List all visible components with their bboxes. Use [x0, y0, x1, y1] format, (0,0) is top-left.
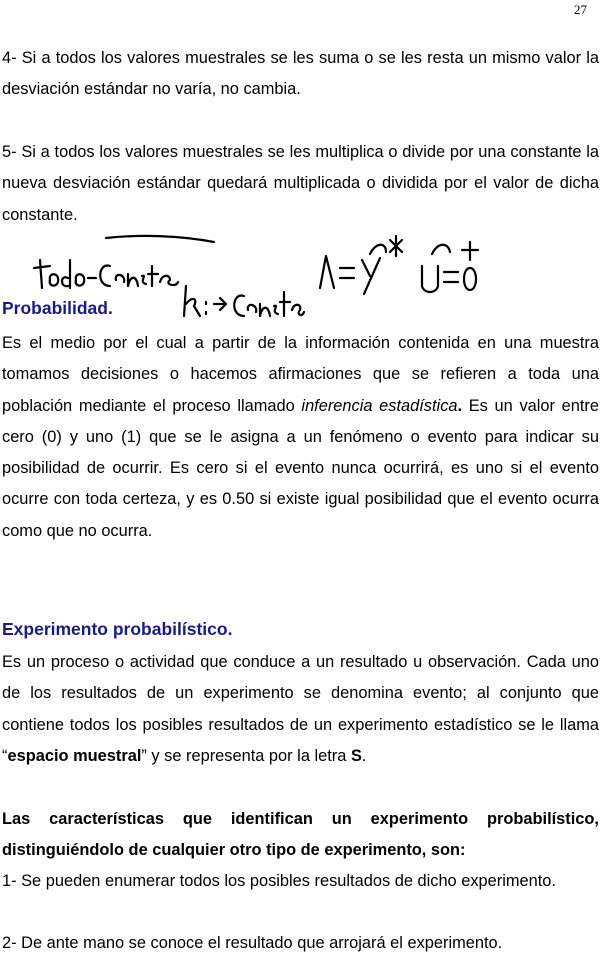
- experimento-text-3: .: [361, 746, 367, 765]
- heading-probabilidad: Probabilidad.: [2, 298, 113, 318]
- heading-caracteristicas: Las características que identifican un experimento probabilístico, distinguiéndolo de cualquier otro tipo de experimento, son:: [2, 810, 599, 860]
- list-item-1: 1- Se pueden enumerar todos los posibles resultados de dicho experimento.: [2, 872, 556, 890]
- experimento-text-1: Es un proceso o actividad que conduce a un resultado u observación. Cada uno de los resultados de un experimento se denomina evento; al conjunto que contiene todos los posibles resultados de un experimento estadístico se le llama “: [2, 653, 599, 765]
- handwritten-underline: [102, 230, 222, 250]
- paragraph-property-5: 5- Si a todos los valores muestrales se les multiplica o divide por una constante la nueva desviación estándar quedará multiplicada o dividida por el valor de dicha constante.: [2, 143, 599, 224]
- probabilidad-text-2: Es un valor entre cero (0) y uno (1) que se le asigna a un fenómeno o evento para indicar su posibilidad de ocurrir. Es cero si el evento nunca ocurrirá, es uno si el evento ocurre con toda certeza, y es 0.50 si existe igual posibilidad que el evento ocurra como que no ocurra.: [2, 396, 599, 540]
- list-item-2: 2- De ante mano se conoce el resultado que arrojará el experimento.: [2, 934, 503, 952]
- handwritten-formula-2: [412, 232, 492, 300]
- probabilidad-text-1: Es el medio por el cual a partir de la información contenida en una muestra tomamos decisiones o hacemos afirmaciones que se refieren a toda una población mediante el proceso llamado: [2, 334, 599, 415]
- heading-experimento-probabilistico: Experimento probabilístico.: [2, 619, 233, 639]
- term-espacio-muestral: espacio muestral: [7, 746, 142, 765]
- term-inferencia-estadistica: inferencia estadística: [301, 396, 458, 415]
- letter-s: S: [350, 746, 362, 765]
- handwritten-note-todos-constante: [30, 252, 180, 297]
- paragraph-experimento: [2, 647, 599, 772]
- experimento-text-2: ” y se representa por la letra: [141, 746, 351, 765]
- paragraph-probabilidad: [2, 328, 599, 547]
- handwritten-note-k-constante: [180, 282, 305, 322]
- handwritten-formula-1: [310, 232, 410, 300]
- paragraph-property-4: 4- Si a todos los valores muestrales se les suma o se les resta un mismo valor la desviación estándar no varía, no cambia.: [2, 49, 599, 99]
- term-dot: .: [457, 396, 463, 415]
- page-number: 27: [574, 2, 587, 17]
